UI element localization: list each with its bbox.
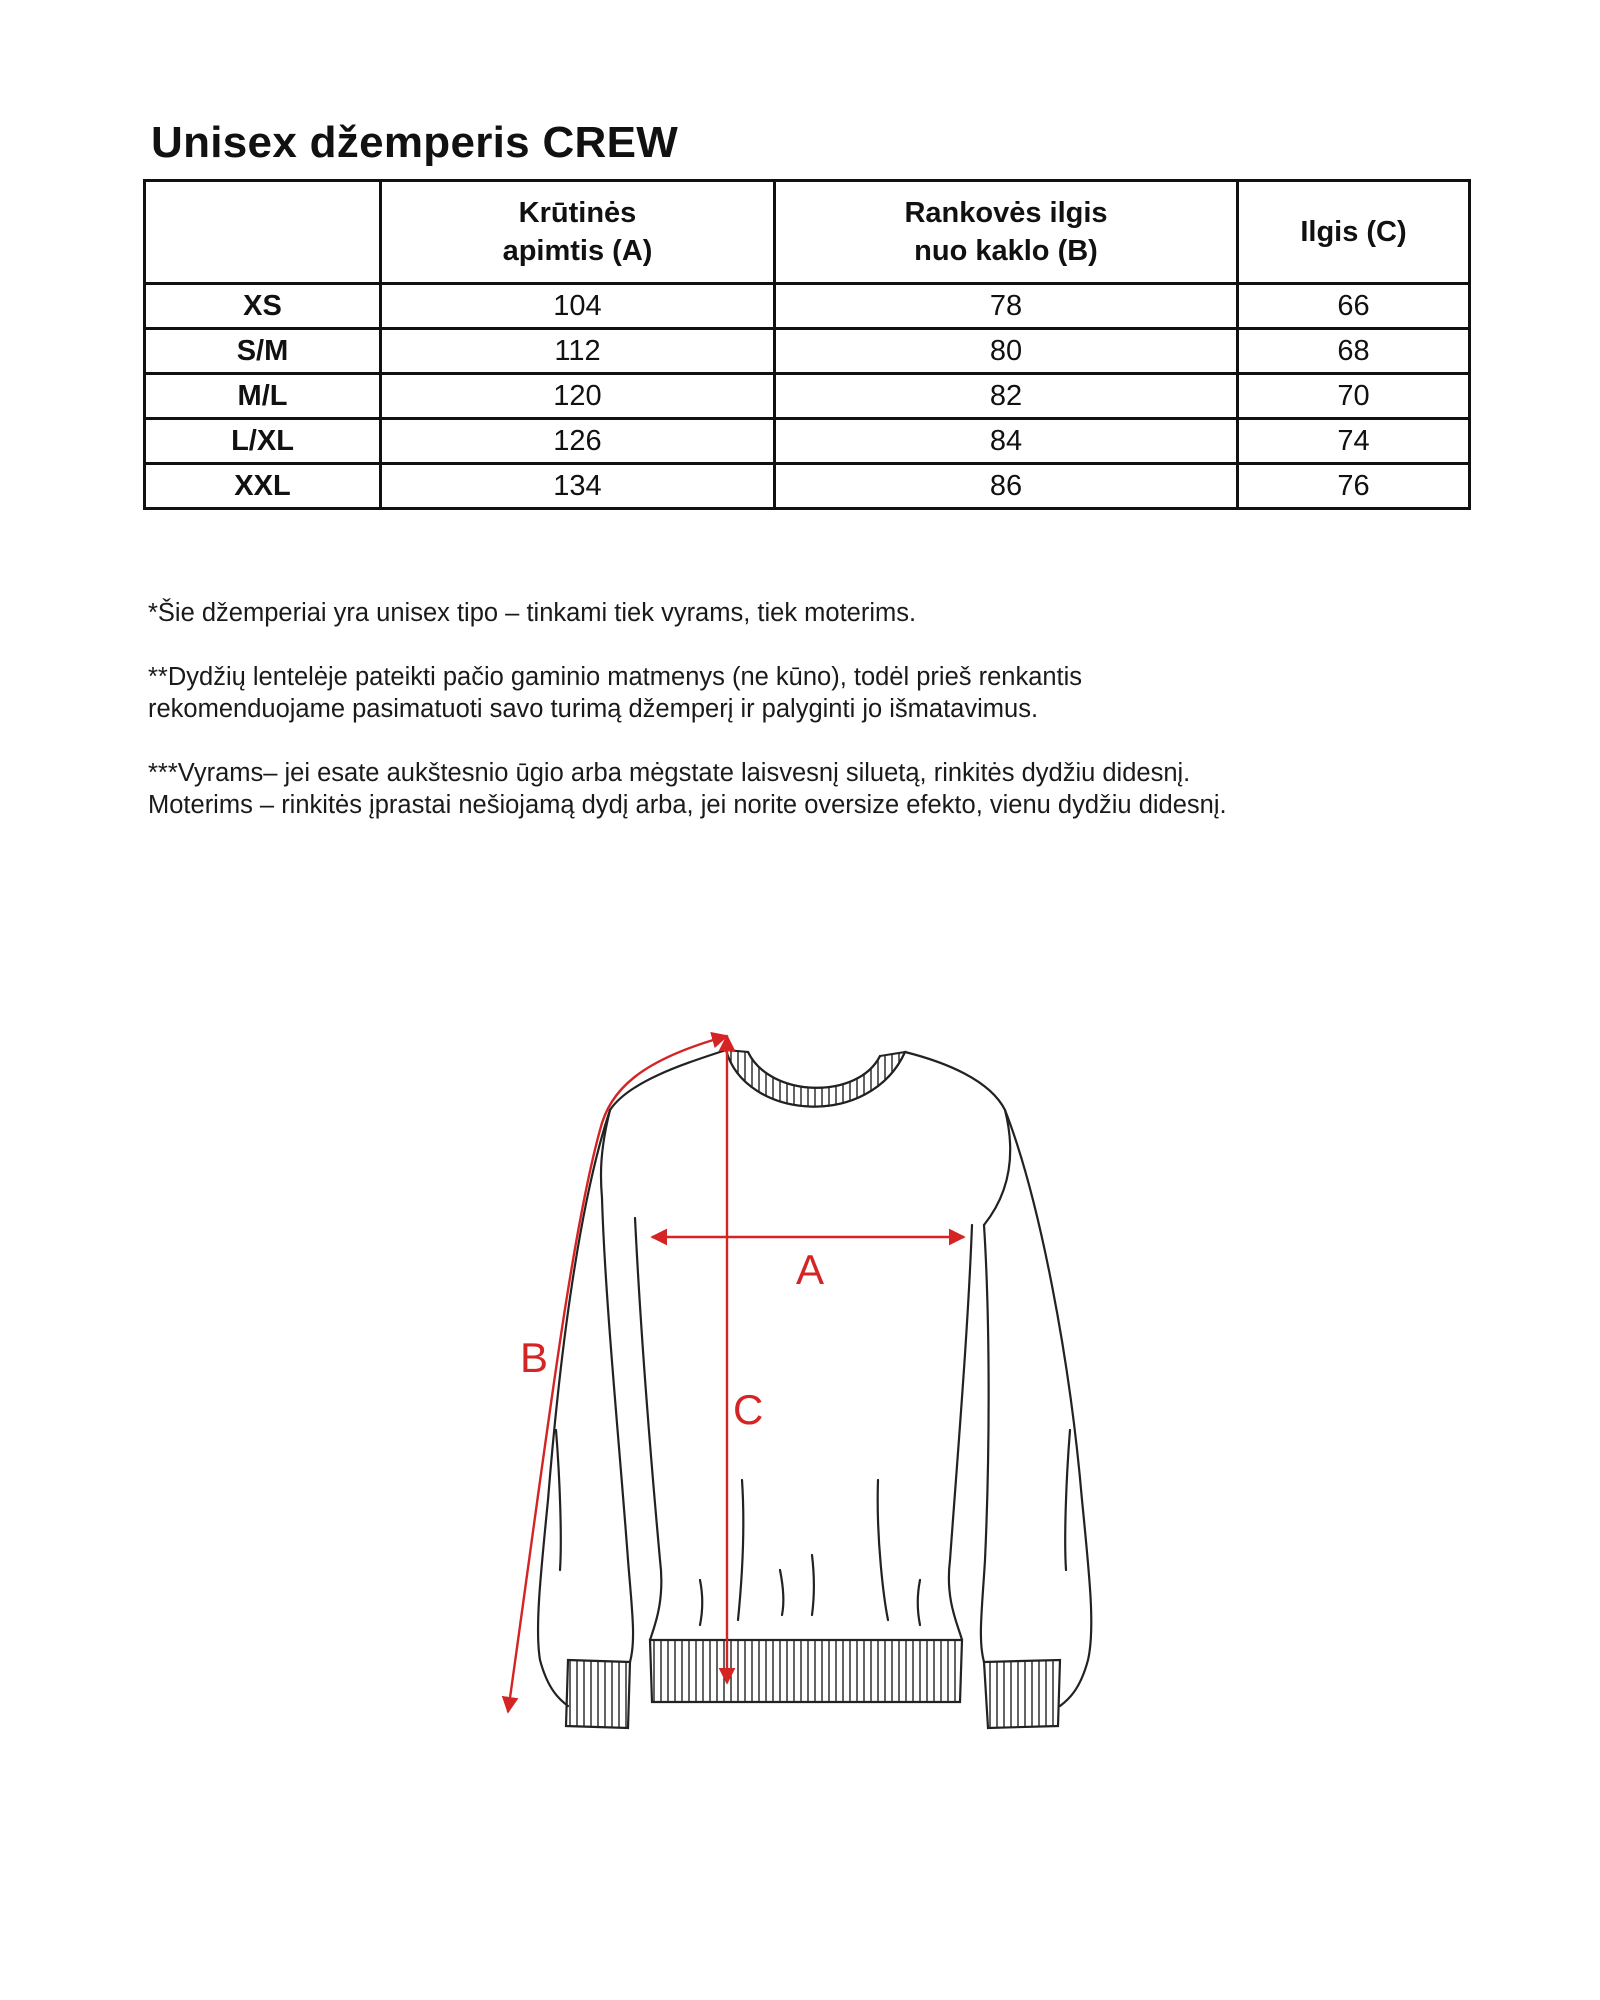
header-sleeve [775, 181, 1238, 284]
cell-length: 68 [1238, 329, 1470, 374]
cell-length: 74 [1238, 419, 1470, 464]
left-sleeve-outer [538, 1110, 610, 1706]
table-header-row [145, 181, 1470, 284]
hem-ribbing [650, 1640, 962, 1702]
collar-outer [726, 1050, 905, 1107]
sweatshirt-outline [538, 1050, 1091, 1706]
cell-sleeve: 84 [775, 419, 1238, 464]
cell-sleeve: 80 [775, 329, 1238, 374]
note-line: rekomenduojame pasimatuoti savo turimą džemperį ir palyginti jo išmatavimus. [148, 695, 1039, 723]
cell-length: 66 [1238, 284, 1470, 329]
title-regular: Unisex džemperis [151, 118, 543, 167]
header-sleeve-line-2: nuo kaklo (B) [914, 235, 1098, 267]
title-bold: CREW [542, 118, 679, 167]
cell-size: M/L [145, 374, 381, 419]
left-sleeve-inner [602, 1198, 633, 1662]
page-title [151, 118, 678, 168]
header-sleeve-line-1: Rankovės ilgis [904, 197, 1108, 229]
right-cuff [984, 1660, 1060, 1728]
cell-sleeve: 82 [775, 374, 1238, 419]
collar-ribbing [726, 1050, 905, 1107]
cell-chest: 104 [381, 284, 775, 329]
notes-section [148, 597, 1478, 853]
left-shoulder [601, 1050, 726, 1198]
table-row [145, 464, 1470, 509]
measurement-arrows [508, 1036, 964, 1712]
cell-sleeve: 78 [775, 284, 1238, 329]
header-chest-line-1: Krūtinės [518, 197, 637, 229]
body-right-side [949, 1225, 972, 1640]
header-length-line-1: Ilgis (C) [1300, 216, 1407, 248]
header-chest-line-2: apimtis (A) [502, 235, 653, 267]
note-line: **Dydžių lentelėje pateikti pačio gaminio matmenys (ne kūno), todėl prieš renkantis [148, 663, 1083, 691]
note-unisex [148, 597, 1478, 629]
header-size [145, 181, 381, 284]
note-line: ***Vyrams– jei esate aukštesnio ūgio arba mėgstate laisvesnį siluetą, rinkitės dydžiu didesnį. [148, 759, 1191, 787]
cell-size: S/M [145, 329, 381, 374]
note-line: *Šie džemperiai yra unisex tipo – tinkami tiek vyrams, tiek moterims. [148, 599, 917, 627]
label-a: A [796, 1246, 825, 1293]
header-chest [381, 181, 775, 284]
left-cuff [566, 1660, 630, 1728]
cell-sleeve: 86 [775, 464, 1238, 509]
body-left-side [635, 1218, 661, 1640]
cell-size: L/XL [145, 419, 381, 464]
cell-chest: 126 [381, 419, 775, 464]
header-length [1238, 181, 1470, 284]
cell-size: XS [145, 284, 381, 329]
cell-length: 70 [1238, 374, 1470, 419]
table-row [145, 374, 1470, 419]
note-line: Moterims – rinkitės įprastai nešiojamą dydį arba, jei norite oversize efekto, vienu dydžiu didesnį. [148, 791, 1227, 819]
right-sleeve-outer [1005, 1110, 1091, 1706]
table-row [145, 329, 1470, 374]
cell-length: 76 [1238, 464, 1470, 509]
note-measurements [148, 661, 1478, 725]
cell-chest: 134 [381, 464, 775, 509]
cell-chest: 120 [381, 374, 775, 419]
cell-size: XXL [145, 464, 381, 509]
size-chart-table [143, 179, 1471, 510]
cell-chest: 112 [381, 329, 775, 374]
note-fit-advice [148, 757, 1478, 821]
arrow-b [508, 1036, 727, 1712]
right-sleeve-inner [981, 1225, 989, 1662]
right-shoulder [905, 1052, 1010, 1225]
table-row [145, 284, 1470, 329]
table-row [145, 419, 1470, 464]
collar-inner [748, 1052, 880, 1088]
label-b: B [520, 1334, 549, 1381]
label-c: C [733, 1386, 764, 1433]
